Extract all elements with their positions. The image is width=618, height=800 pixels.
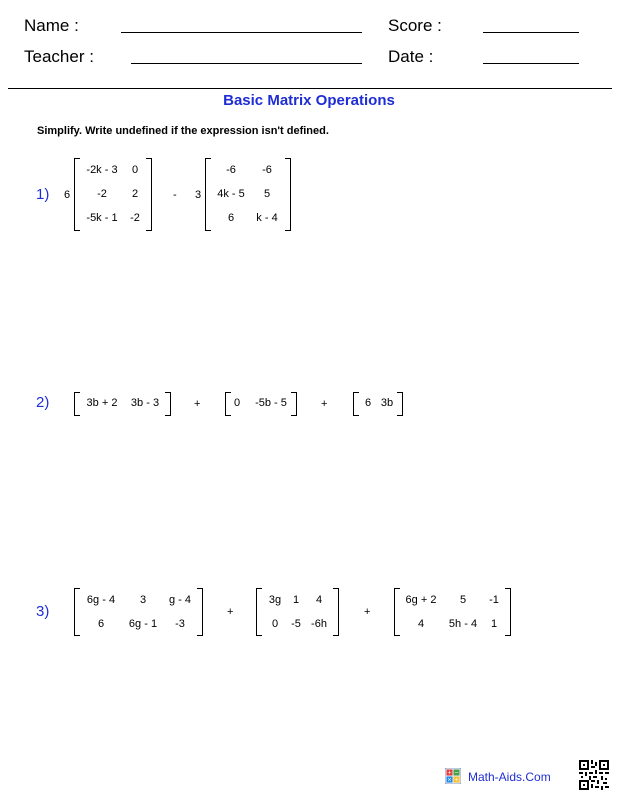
operator: - xyxy=(173,189,177,201)
left-bracket xyxy=(74,392,80,416)
problem-number: 2) xyxy=(36,394,50,411)
instructions: Simplify. Write undefined if the expression isn't defined. xyxy=(37,125,329,137)
matrix-cell: -5k - 1 xyxy=(86,212,118,224)
right-bracket xyxy=(397,392,403,416)
site-link[interactable]: Math-Aids.Com xyxy=(468,770,551,784)
svg-text:−: − xyxy=(453,769,460,777)
operator: + xyxy=(321,398,328,410)
qr-code-icon xyxy=(579,760,609,790)
score-label: Score : xyxy=(388,16,442,35)
matrix-cell: -3 xyxy=(175,618,185,630)
right-bracket xyxy=(333,588,339,636)
right-bracket xyxy=(165,392,171,416)
date-line xyxy=(483,63,579,64)
matrix-cell: 6 xyxy=(364,397,372,409)
matrix-cell: 3b - 3 xyxy=(130,397,160,409)
svg-text:+: + xyxy=(446,769,453,777)
teacher-line xyxy=(131,63,362,64)
matrix-cell: 0 xyxy=(271,618,279,630)
date-label: Date : xyxy=(388,47,434,66)
matrix-cell: 4 xyxy=(417,618,425,630)
problem-number: 3) xyxy=(36,603,50,620)
matrix-cell: 5 xyxy=(263,188,271,200)
matrix-cell: 6g - 1 xyxy=(128,618,158,630)
left-bracket xyxy=(205,158,211,231)
matrix-cell: 4k - 5 xyxy=(217,188,245,200)
left-bracket xyxy=(74,158,80,231)
matrix-cell: -2 xyxy=(97,188,107,200)
left-bracket xyxy=(225,392,231,416)
matrix-cell: 5 xyxy=(459,594,467,606)
left-bracket xyxy=(74,588,80,636)
matrix-cell: -5 xyxy=(291,618,301,630)
matrix-cell: 3g xyxy=(268,594,282,606)
matrix-cell: 3b + 2 xyxy=(86,397,118,409)
matrix-cell: 6g + 2 xyxy=(405,594,437,606)
matrix-cell: 1 xyxy=(490,618,498,630)
name-label: Name : xyxy=(24,16,79,35)
scalar-coefficient: 3 xyxy=(195,189,202,201)
matrix-cell: -2 xyxy=(130,212,140,224)
calculator-logo-icon xyxy=(445,768,461,784)
matrix-cell: 6 xyxy=(97,618,105,630)
matrix-cell: 0 xyxy=(233,397,241,409)
operator: + xyxy=(227,606,234,618)
operator: + xyxy=(194,398,201,410)
matrix-cell: -6h xyxy=(311,618,327,630)
matrix-cell: 1 xyxy=(292,594,300,606)
matrix-cell: 5h - 4 xyxy=(448,618,478,630)
worksheet-title: Basic Matrix Operations xyxy=(223,92,395,109)
matrix-cell: 3b xyxy=(380,397,394,409)
name-line xyxy=(121,32,362,33)
matrix-cell: -5b - 5 xyxy=(255,397,287,409)
svg-text:×: × xyxy=(446,776,453,784)
left-bracket xyxy=(256,588,262,636)
left-bracket xyxy=(394,588,400,636)
matrix-cell: -6 xyxy=(262,164,272,176)
svg-text:÷: ÷ xyxy=(453,776,460,784)
matrix-cell: 4 xyxy=(315,594,323,606)
matrix-cell: 0 xyxy=(131,164,139,176)
matrix-cell: 3 xyxy=(139,594,147,606)
teacher-label: Teacher : xyxy=(24,47,94,66)
matrix-cell: -1 xyxy=(489,594,499,606)
matrix-cell: 6 xyxy=(227,212,235,224)
matrix-cell: -2k - 3 xyxy=(86,164,118,176)
right-bracket xyxy=(146,158,152,231)
scalar-coefficient: 6 xyxy=(64,189,71,201)
operator: + xyxy=(364,606,371,618)
matrix-cell: 6g - 4 xyxy=(86,594,116,606)
matrix-cell: g - 4 xyxy=(168,594,192,606)
right-bracket xyxy=(285,158,291,231)
left-bracket xyxy=(353,392,359,416)
right-bracket xyxy=(505,588,511,636)
score-line xyxy=(483,32,579,33)
matrix-cell: 2 xyxy=(131,188,139,200)
problem-number: 1) xyxy=(36,186,50,203)
header-divider xyxy=(8,88,612,89)
matrix-cell: -6 xyxy=(226,164,236,176)
right-bracket xyxy=(197,588,203,636)
right-bracket xyxy=(291,392,297,416)
matrix-cell: k - 4 xyxy=(256,212,278,224)
